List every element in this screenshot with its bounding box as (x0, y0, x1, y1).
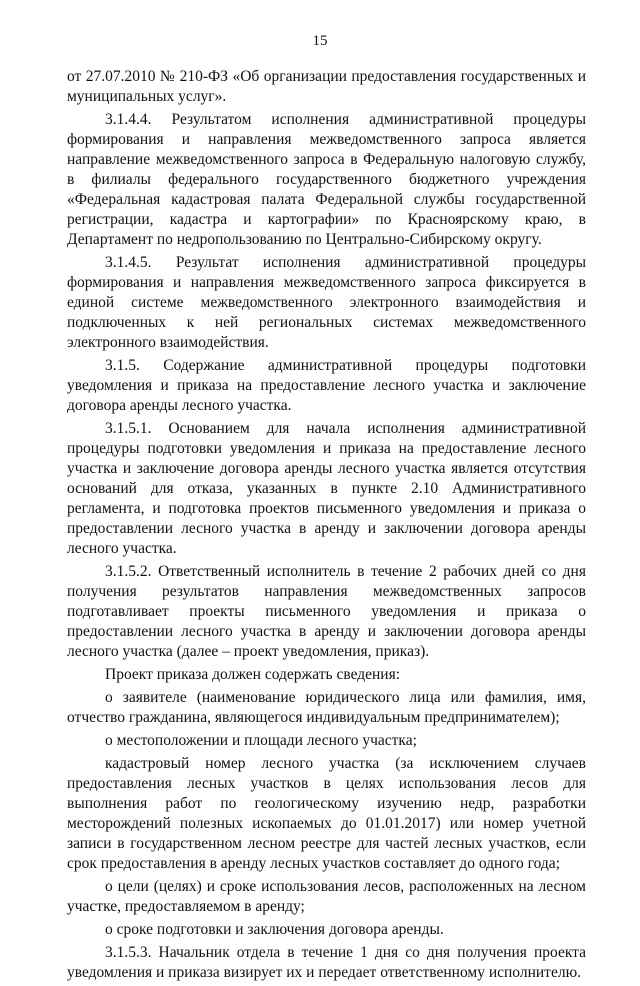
paragraph-3-1-5-1: 3.1.5.1. Основанием для начала исполнения административной процедуры подготовки уведомления и приказа на предоставление лесного участка и заключение договора аренды лесного участка является отсутствия оснований для отказа, указанных в пункте 2.10 Административного регламента, и подготовка проектов письменного уведомления и приказа о предоставлении лесного участка в аренду и заключении договора аренды лесного участка. (67, 420, 586, 557)
document-body (67, 67, 586, 986)
paragraph-order-contents-intro: Проект приказа должен содержать сведения: (105, 666, 401, 683)
paragraph-3-1-4-5: 3.1.4.5. Результат исполнения административной процедуры формирования и направления межведомственного запроса фиксируется в единой системе межведомственного электронного взаимодействия и подключенных к ней региональных системах межведомственного электронного взаимодействия. (67, 254, 586, 351)
list-item-cadastral-number: кадастровый номер лесного участка (за исключением случаев предоставления лесных участков в целях использования лесов для выполнения работ по геологическому изучению недр, разработки месторождений полезных ископаемых до 01.01.2017) или номер учетной записи в государственном лесном реестре для частей лесных участков, если срок предоставления в аренду лесных участков составляет до одного года; (67, 755, 586, 872)
list-item-applicant: о заявителе (наименование юридического лица или фамилия, имя, отчество гражданина, являющегося индивидуальным предпринимателем); (67, 689, 586, 726)
list-item-location: о местоположении и площади лесного участка; (105, 732, 417, 749)
paragraph-3-1-5: 3.1.5. Содержание административной процедуры подготовки уведомления и приказа на предоставление лесного участка и заключение договора аренды лесного участка. (67, 357, 586, 414)
paragraph-law-reference-continuation: от 27.07.2010 № 210-ФЗ «Об организации предоставления государственных и муниципальных услуг». (67, 68, 586, 105)
paragraph-3-1-5-3: 3.1.5.3. Начальник отдела в течение 1 дня со дня получения проекта уведомления и приказа визирует их и передает ответственному исполнителю. (67, 944, 586, 981)
page-number: 15 (312, 33, 328, 49)
paragraph-3-1-4-4: 3.1.4.4. Результатом исполнения административной процедуры формирования и направления межведомственного запроса является направление межведомственного запроса в Федеральную налоговую службу, в филиалы федерального государственного бюджетного учреждения «Федеральная кадастровая палата Федеральной службы государственной регистрации, кадастра и картографии» по Красноярскому краю, в Департамент по недропользованию по Центрально-Сибирскому округу. (67, 111, 586, 248)
paragraph-3-1-5-2: 3.1.5.2. Ответственный исполнитель в течение 2 рабочих дней со дня получения результатов направления межведомственных запросов подготавливает проекты письменного уведомления и приказа о предоставлении лесного участка в аренду и заключении договора аренды лесного участка (далее – проект уведомления, приказ). (67, 563, 586, 660)
list-item-contract-term: о сроке подготовки и заключения договора аренды. (105, 921, 444, 938)
list-item-purpose-term: о цели (целях) и сроке использования лесов, расположенных на лесном участке, предоставляемом в аренду; (67, 878, 586, 915)
